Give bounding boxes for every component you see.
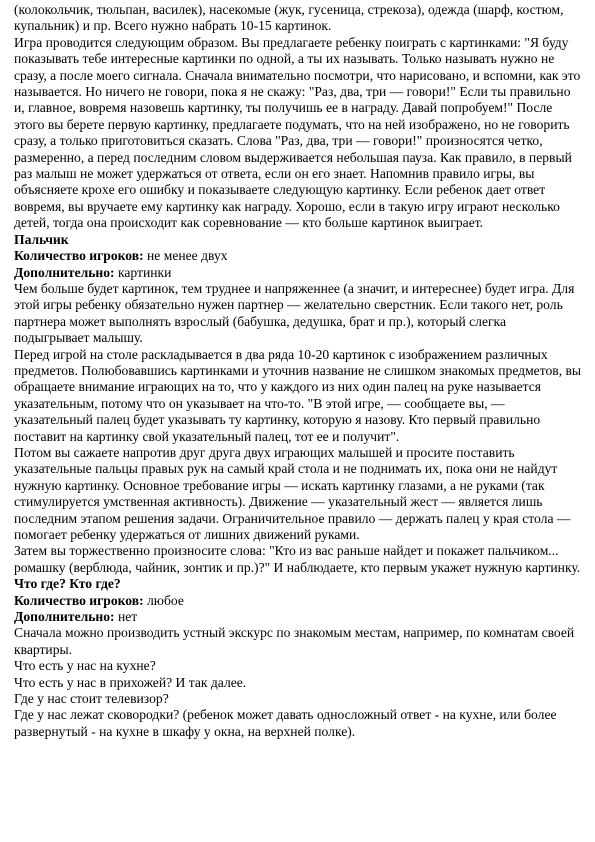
- question-pans: Где у нас лежат сковородки? (ребенок может давать односложный ответ - на кухне, или более развернутый - на кухне в шкафу у окна, на верхней полке).: [14, 707, 557, 739]
- extra-value: картинки: [114, 264, 172, 280]
- paragraph-setup: Перед игрой на столе раскладывается в два ряда 10-20 картинок с изображением различных предметов. Полюбовавшись картинками и уточнив название не слишком знакомых предметов, вы обращаете внимание играющих на то, что у каждого из них один палец на руке называется указательным, потому что он указывает на что-то. "В этой игре, — сообщаете вы, — указательный палец будет указывать ту картинку, которую я назову. Кто первый правильно поставит на картинку свой указательный палец, тот ее и получит".: [14, 346, 582, 444]
- paragraph-announce: Затем вы торжественно произносите слова: "Кто из вас раньше найдет и покажет пальчиком... ромашку (верблюда, чайник, зонтик и пр.)?" И наблюдаете, кто первым укажет нужную картинку.: [14, 543, 581, 575]
- extra-label: Дополнительно:: [14, 609, 115, 625]
- extra-line: [14, 609, 582, 625]
- players-value: не менее двух: [143, 248, 228, 264]
- paragraph-game-rules: Игра проводится следующим образом. Вы предлагаете ребенку поиграть с картинками: "Я буду показывать тебе интересные картинки по одной, а ты их называть. Только называть нужно не сразу, а после моего сигнала. Сначала внимательно посмотри, что нарисовано, и вспомни, как это называется. Но ничего не говори, пока я не скажу: "Раз, два, три — говори!" Если ты правильно и, главное, вовремя назовешь картинку, ты получишь ее в награду. Давай попробуем!" После этого вы берете первую картинку, предлагаете подумать, что на ней изображено, но не говорить сразу, а только приготовиться сказать. Слова "Раз, два, три — говори!" произносятся четко, размеренно, а перед последним словом выдерживается небольшая пауза. Как правило, в первый раз малыш не может удержаться от ответа, если он его знает. Напомнив правило игры, вы объясняете кроxе его ошибку и показываете следующую картинку. Если ребенок дает ответ вовремя, вы вручаете ему картинку как награду. Хорошо, если в такую игру играют несколько детей, тогда она происходит как соревнование — кто больше картинок выиграет.: [14, 34, 581, 231]
- extra-value: нет: [114, 609, 138, 625]
- players-label: Количество игроков:: [14, 248, 144, 264]
- players-value: любое: [143, 592, 184, 608]
- paragraph-partner: Чем больше будет картинок, тем труднее и напряженнее (а значит, и интереснее) будет игра. Для этой игры ребенку обязательно нужен партнер — желательно сверстник. Если такого нет, роль партнера может выполнять взрослый (бабушка, дедушка, брат и пр.), который слегка подыгрывает малышу.: [14, 280, 575, 346]
- question-tv: Где у нас стоит телевизор?: [14, 691, 169, 707]
- players-line: [14, 593, 582, 609]
- players-label: Количество игроков:: [14, 592, 144, 608]
- paragraph-excursion: Сначала можно производить устный экскурс по знакомым местам, например, по комнатам своей квартиры.: [14, 625, 575, 657]
- paragraph-rules: Потом вы сажаете напротив друг друга двух играющих малышей и просите поставить указательные пальцы правых рук на самый край стола и не поднимать их, пока они не найдут нужную картинку. Основное требование игры — искать картинку глазами, а не руками (так стимулируется умственная активность). Движение — указательный жест — является лишь последним этапом решения задачи. Ограничительное правило — держать палец у края стола — помогает ребенку удержаться от лишних движений руками.: [14, 444, 571, 542]
- paragraph-picture-list: (колокольчик, тюльпан, василек), насекомые (жук, гусеница, стрекоза), одежда (шарф, костюм, купальник) и пр. Всего нужно набрать 10-15 картинок.: [14, 2, 564, 34]
- section-title-chto-gde: Что где? Кто где?: [14, 576, 121, 592]
- document-page: [14, 2, 582, 740]
- extra-label: Дополнительно:: [14, 264, 115, 280]
- question-hallway: Что есть у нас в прихожей? И так далее.: [14, 674, 247, 690]
- section-title-palchik: Пальчик: [14, 231, 69, 247]
- players-line: [14, 248, 582, 264]
- extra-line: [14, 265, 582, 281]
- question-kitchen: Что есть у нас на кухне?: [14, 658, 156, 674]
